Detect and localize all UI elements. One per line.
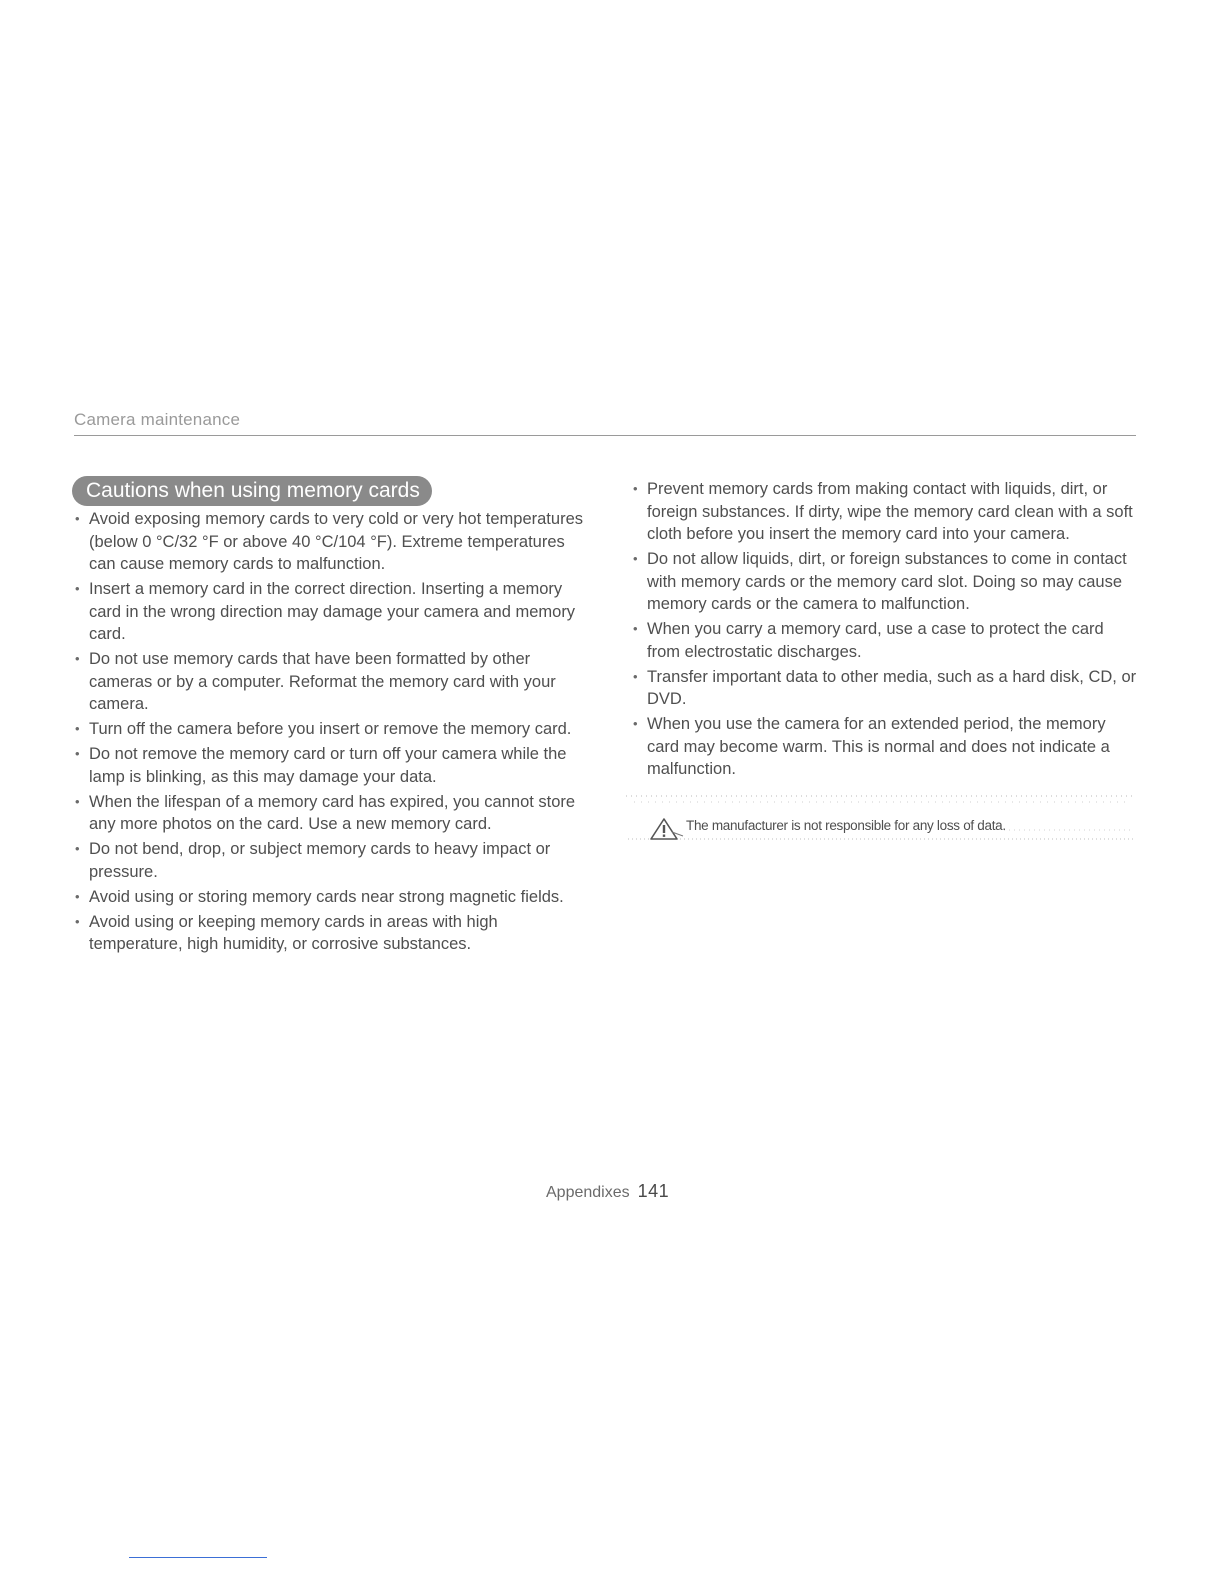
note-text: The manufacturer is not responsible for any loss of data. (686, 818, 1006, 833)
list-item: • When the lifespan of a memory card has expired, you cannot store any more photos on the card. Use a new memory card. (72, 791, 592, 836)
list-item: • Do not remove the memory card or turn off your camera while the lamp is blinking, as this may damage your data. (72, 743, 592, 788)
section-label: Camera maintenance (74, 410, 241, 429)
list-item: • Prevent memory cards from making contact with liquids, dirt, or foreign substances. If dirty, wipe the memory card clean with a soft cloth before you insert the memory card into your camera. (630, 478, 1140, 546)
list-item: • When you carry a memory card, use a case to protect the card from electrostatic discharges. (630, 618, 1140, 663)
list-item: • Do not use memory cards that have been formatted by other cameras or by a computer. Reformat the memory card with your camera. (72, 648, 592, 716)
bottom-link-underline[interactable] (129, 1557, 267, 1558)
page-number: 141 (637, 1181, 670, 1201)
right-column (630, 478, 1140, 783)
left-caution-list (72, 508, 592, 956)
list-item: • Turn off the camera before you insert or remove the memory card. (72, 718, 592, 741)
caution-note (624, 790, 1136, 842)
footer-section: Appendixes (546, 1184, 630, 1201)
list-item: • Do not allow liquids, dirt, or foreign substances to come in contact with memory cards or the memory card slot. Doing so may cause memory cards or the camera to malfunction. (630, 548, 1140, 616)
header-rule (74, 435, 1136, 436)
list-item: • Do not bend, drop, or subject memory cards to heavy impact or pressure. (72, 838, 592, 883)
list-item: • When you use the camera for an extended period, the memory card may become warm. This is normal and does not indicate a malfunction. (630, 713, 1140, 781)
caution-icon (650, 818, 684, 840)
right-caution-list (630, 478, 1140, 781)
list-item: • Avoid using or storing memory cards near strong magnetic fields. (72, 886, 592, 909)
list-item: • Avoid exposing memory cards to very cold or very hot temperatures (below 0 °C/32 °F or above 40 °C/104 °F). Extreme temperatures can cause memory cards to malfunction. (72, 508, 592, 576)
list-item: • Transfer important data to other media, such as a hard disk, CD, or DVD. (630, 666, 1140, 711)
section-heading: Cautions when using memory cards (72, 476, 432, 506)
page-footer (546, 1181, 669, 1202)
list-item: • Insert a memory card in the correct direction. Inserting a memory card in the wrong direction may damage your camera and memory card. (72, 578, 592, 646)
left-column (72, 476, 592, 958)
list-item: • Avoid using or keeping memory cards in areas with high temperature, high humidity, or corrosive substances. (72, 911, 592, 956)
